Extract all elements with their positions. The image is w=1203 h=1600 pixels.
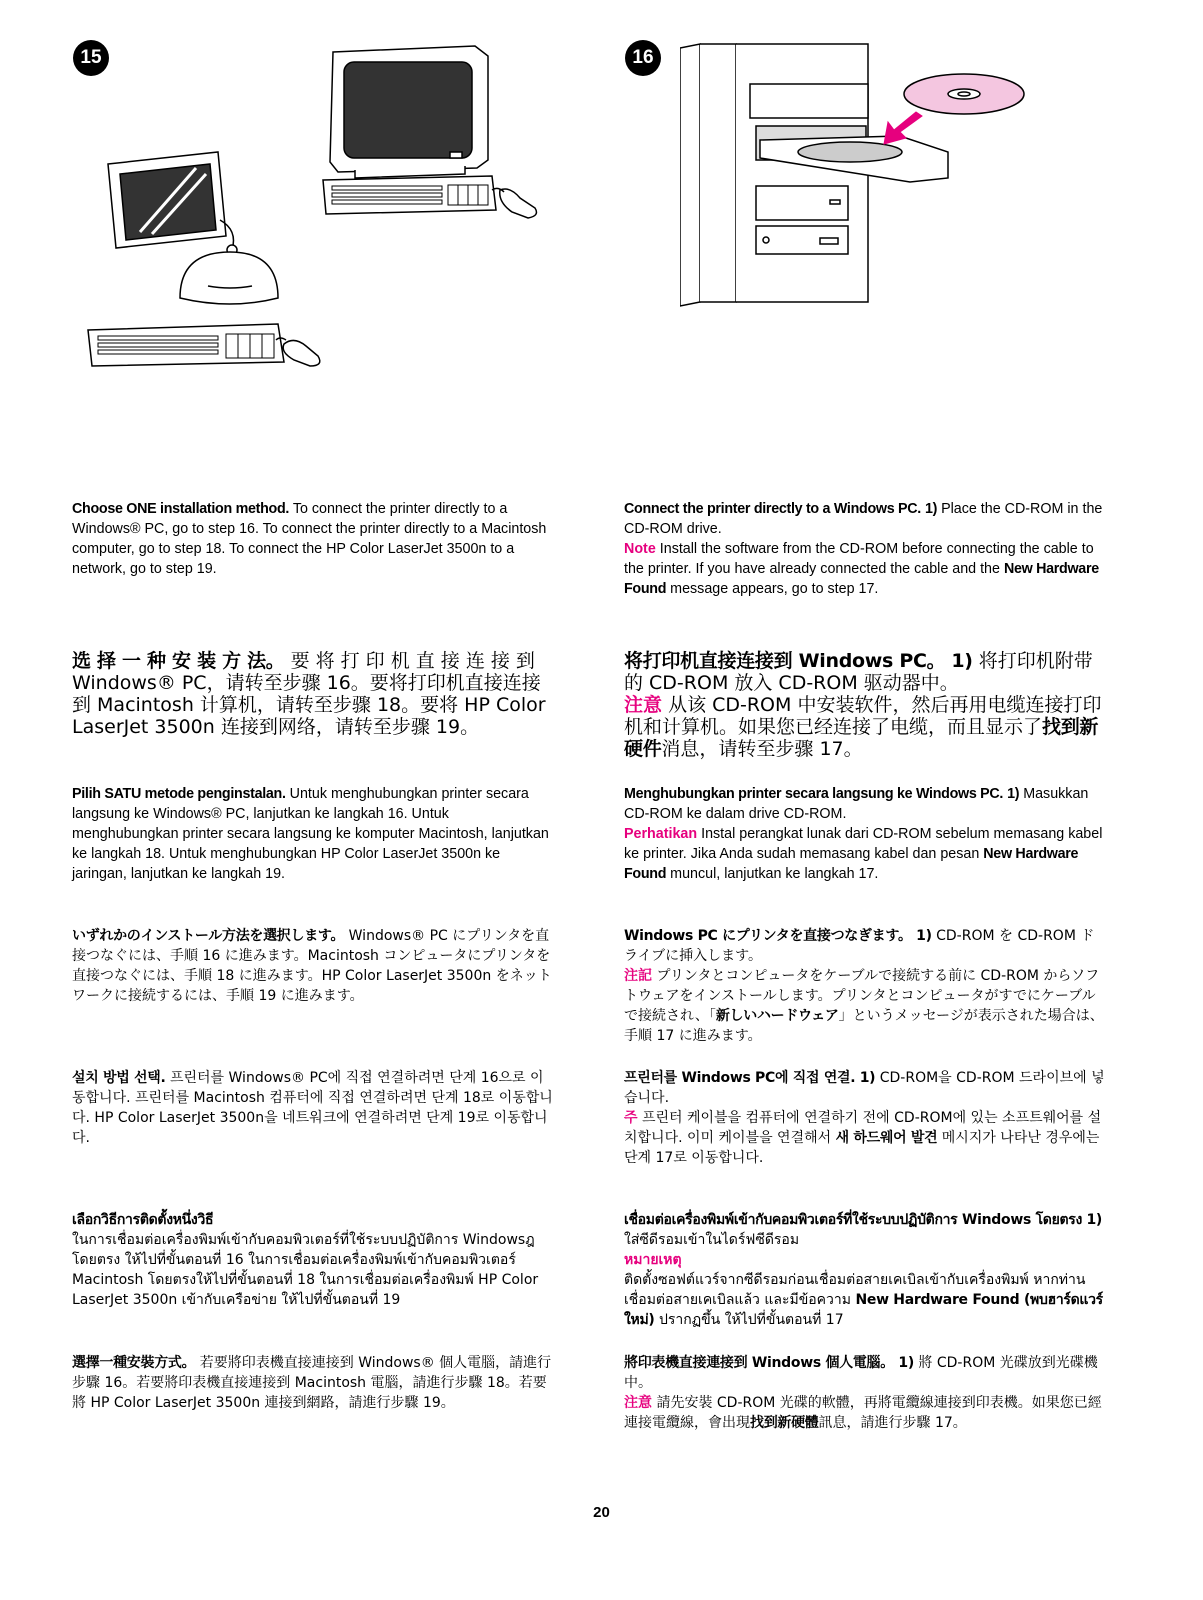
right-th-heading: เชื่อมต่อเครื่องพิมพ์เข้ากับคอมพิวเตอร์ที่ใช้ระบบปฏิบัติการ Windows โดยตรง [624, 1212, 1083, 1228]
left-ko-block [72, 1068, 556, 1148]
left-th-block [72, 1210, 556, 1310]
right-zhs-heading: 将打印机直接连接到 Windows PC。 [624, 650, 946, 672]
right-zht-note-bold: 找到新硬體 [750, 1415, 819, 1431]
right-ja-note-2: 」というメッセージが表示された場合は、手順 17 に進みます。 [624, 1008, 1104, 1044]
right-id-note-2: muncul, lanjutkan ke langkah 17. [670, 866, 879, 882]
right-en-note-label: Note [624, 541, 656, 557]
right-zhs-note-label: 注意 [624, 694, 663, 716]
right-th-note-bold: New Hardware Found (พบฮาร์ดแวร์ใหม่) [624, 1292, 1103, 1328]
right-ko-note-1: 프린터 케이블을 컴퓨터에 연결하기 전에 CD-ROM에 있는 소프트웨어를 설치합니다. 이미 케이블을 연결해서 [624, 1110, 1102, 1146]
right-ja-note-bold: 新しいハードウェア [715, 1008, 839, 1024]
left-ja-heading: いずれかのインストール方法を選択します。 [72, 928, 345, 944]
right-zhs-block [624, 650, 1108, 760]
left-en-block [72, 499, 556, 579]
right-th-block [624, 1210, 1108, 1330]
right-zhs-note-bold: 找到新硬件 [624, 716, 1099, 760]
right-zhs-body: 将打印机附带的 CD-ROM 放入 CD-ROM 驱动器中。 [624, 650, 1093, 694]
right-zht-heading: 將印表機直接連接到 Windows 個人電腦。 [624, 1355, 894, 1371]
left-th-body: ในการเชื่อมต่อเครื่องพิมพ์เข้ากับคอมพิวเตอร์ที่ใช้ระบบปฏิบัติการ Windowsฎ โดยตรง ให้ไปที่ขั้นตอนที่ 16 ในการเชื่อมต่อเครื่องพิมพ์เข้ากับคอมพิวเตอร์ Macintosh โดยตรงให้ไปที่ขั้นตอนที่ 18 ในการเชื่อมต่อเครื่องพิมพ์ HP Color LaserJet 3500n เข้ากับเครือข่าย ให้ไปที่ขั้นตอนที่ 19 [72, 1232, 539, 1308]
right-zhs-note-1: 从该 CD-ROM 中安装软件，然后再用电缆连接打印机和计算机。如果您已经连接了电缆，而且显示了 [624, 694, 1102, 738]
cd-rom-illustration [680, 40, 1060, 310]
right-id-note-1: Instal perangkat lunak dari CD-ROM sebelum memasang kabel ke printer. Jika Anda sudah memasang kabel dan pesan [624, 826, 1103, 862]
right-ja-body: CD-ROM を CD-ROM ドライブに挿入します。 [624, 928, 1095, 964]
right-id-body: Masukkan CD-ROM ke dalam drive CD-ROM. [624, 786, 1089, 822]
right-en-heading: Connect the printer directly to a Windows PC. [624, 501, 921, 517]
right-ko-block [624, 1068, 1108, 1168]
imac-mouse-icon [283, 340, 320, 366]
right-en-block [624, 499, 1108, 599]
pc-mouse-icon [500, 189, 537, 218]
left-ja-block [72, 926, 556, 1006]
right-en-note-2: message appears, go to step 17. [670, 581, 879, 597]
right-en-body: Place the CD-ROM in the CD-ROM drive. [624, 501, 1103, 537]
right-id-note-bold: New Hardware Found [624, 846, 1079, 882]
step-16-badge: 16 [625, 40, 661, 76]
right-th-body: ใส่ซีดีรอมเข้าในไดร์ฟซีดีรอม [624, 1232, 800, 1248]
right-th-note-label: หมายเหตุ [624, 1252, 682, 1268]
right-th-step: 1) [1086, 1212, 1103, 1228]
right-id-heading: Menghubungkan printer secara langsung ke Windows PC. [624, 786, 1004, 802]
right-id-block [624, 784, 1108, 884]
left-ko-body: 프린터를 Windows® PC에 직접 연결하려면 단계 16으로 이동합니다. 프린터를 Macintosh 컴퓨터에 직접 연결하려면 단계 18로 이동합니다. HP Color LaserJet 3500n을 네트워크에 연결하려면 단계 19로 이동합니다. [72, 1070, 553, 1146]
right-zht-block [624, 1353, 1108, 1433]
left-zhs-block [72, 650, 556, 738]
left-zhs-heading: 选 择 一 种 安 装 方 法。 [72, 650, 285, 672]
pc-tower-icon [680, 44, 700, 306]
right-id-note-label: Perhatikan [624, 826, 698, 842]
right-ja-note-label: 注記 [624, 968, 652, 984]
left-zht-heading: 選擇一種安裝方式。 [72, 1355, 196, 1371]
right-zht-note-label: 注意 [624, 1395, 652, 1411]
right-ko-note-2: 메시지가 나타난 경우에는 단계 17로 이동합니다. [624, 1130, 1100, 1166]
right-en-step: 1) [924, 501, 938, 517]
left-id-heading: Pilih SATU metode penginstalan. [72, 786, 286, 802]
right-th-note-1: ติดตั้งซอฟต์แวร์จากซีดีรอมก่อนเชื่อมต่อสายเคเบิลเข้ากับเครื่องพิมพ์ หากท่านเชื่อมต่อสายเคเบิลแล้ว และมีข้อความ [624, 1272, 1086, 1308]
right-ko-note-label: 주 [624, 1110, 638, 1126]
computers-illustration [80, 40, 550, 370]
right-ja-block [624, 926, 1108, 1046]
page-number: 20 [593, 1504, 610, 1521]
right-th-note-2: ปรากฏขึ้น ให้ไปที่ขั้นตอนที่ 17 [658, 1312, 844, 1328]
right-zht-step: 1) [898, 1355, 914, 1371]
left-zht-block [72, 1353, 556, 1413]
right-ja-heading: Windows PC にプリンタを直接つなぎます。 [624, 928, 912, 944]
left-zht-body: 若要將印表機直接連接到 Windows® 個人電腦，請進行步驟 16。若要將印表機直接連接到 Macintosh 電腦，請進行步驟 18。若要將 HP Color LaserJet 3500n 連接到網路，請進行步驟 19。 [72, 1355, 552, 1411]
right-en-note-1: Install the software from the CD-ROM before connecting the cable to the printer. If you have already connected the cable and the [624, 541, 1094, 577]
right-ko-heading: 프린터를 Windows PC에 직접 연결. [624, 1070, 856, 1086]
left-ja-body: Windows® PC にプリンタを直接つなぐには、手順 16 に進みます。Macintosh コンピュータにプリンタを直接つなぐには、手順 18 に進みます。HP Color LaserJet 3500n をネットワークに接続するには、手順 19 に進みます。 [72, 928, 552, 1004]
left-id-block [72, 784, 556, 884]
right-zhs-step: 1) [951, 650, 973, 672]
right-ko-note-bold: 새 하드웨어 발견 [835, 1130, 938, 1146]
right-zht-body: 將 CD-ROM 光碟放到光碟機中。 [624, 1355, 1098, 1391]
right-ko-step: 1) [859, 1070, 876, 1086]
right-en-note-bold: New Hardware Found [624, 561, 1099, 597]
left-th-heading: เลือกวิธีการติดตั้งหนึ่งวิธี [72, 1212, 214, 1228]
step-15-badge: 15 [73, 40, 109, 76]
right-zhs-note-2: 消息，请转至步骤 17。 [661, 738, 863, 760]
right-ja-note-1: プリンタとコンピュータをケーブルで接続する前に CD-ROM からソフトウェアをインストールします。プリンタとコンピュータがすでにケーブルで接続され、「 [624, 968, 1100, 1024]
left-en-body: To connect the printer directly to a Windows® PC, go to step 16. To connect the printer directly to a Macintosh computer, go to step 18. To connect the HP Color LaserJet 3500n to a network, go to step 19. [72, 501, 547, 577]
right-id-step: 1) [1007, 786, 1020, 802]
left-ko-heading: 설치 방법 선택. [72, 1070, 166, 1086]
imac-base-icon [180, 252, 278, 304]
right-zht-note-2: 訊息，請進行步驟 17。 [818, 1415, 967, 1431]
right-ja-step: 1) [916, 928, 932, 944]
left-zhs-body: 要 将 打 印 机 直 接 连 接 到 Windows® PC，请转至步骤 16。要将打印机直接连接到 Macintosh 计算机，请转至步骤 18。要将 HP Color LaserJet 3500n 连接到网络，请转至步骤 19。 [72, 650, 546, 738]
right-ko-body: CD-ROM을 CD-ROM 드라이브에 넣습니다. [624, 1070, 1105, 1106]
right-zht-note-1: 請先安裝 CD-ROM 光碟的軟體，再將電纜線連接到印表機。如果您已經連接電纜線，會出現 [624, 1395, 1102, 1431]
left-id-body: Untuk menghubungkan printer secara langsung ke Windows® PC, lanjutkan ke langkah 16. Untuk menghubungkan printer secara langsung ke komputer Macintosh, lanjutkan ke langkah 18. Untuk menghubungkan HP Color LaserJet 3500n ke jaringan, lanjutkan ke langkah 19. [72, 786, 549, 882]
left-en-heading: Choose ONE installation method. [72, 501, 290, 517]
insert-arrow-icon [884, 112, 922, 144]
